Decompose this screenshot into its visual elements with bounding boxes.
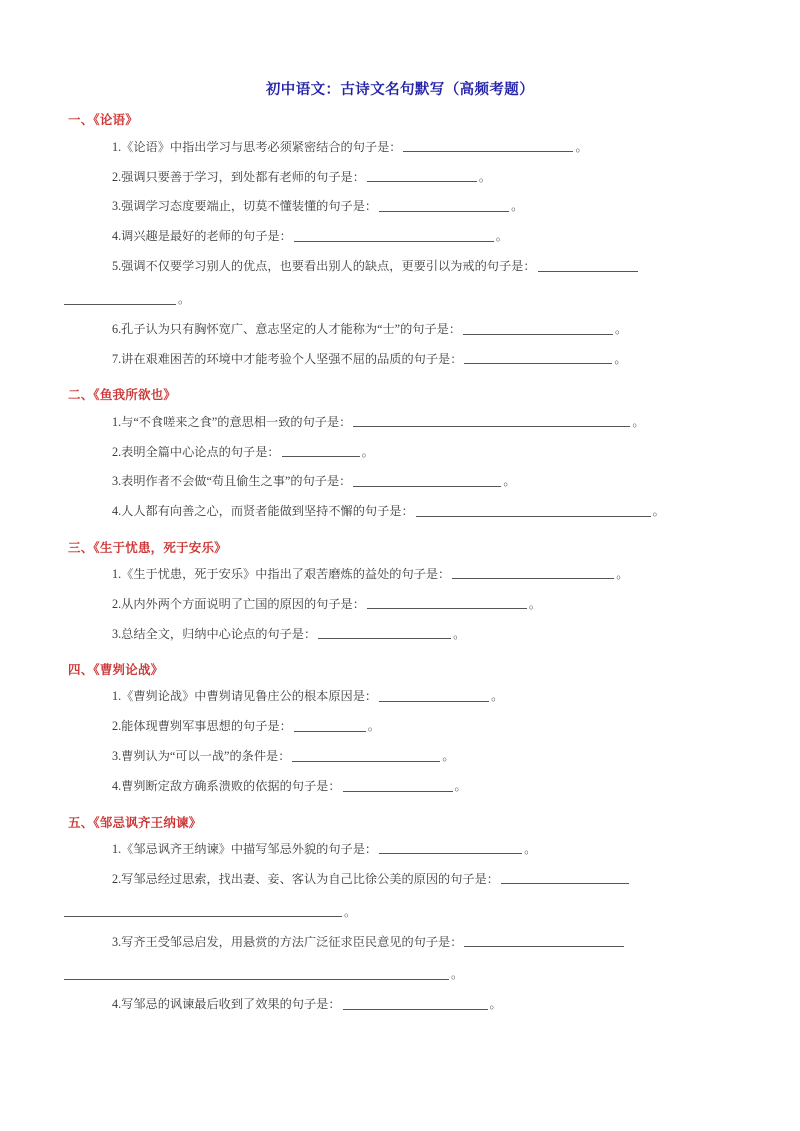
sentence-period: 。 [442, 749, 455, 764]
item-number: 6. [112, 322, 122, 337]
item-text: 《论语》中指出学习与思考必须紧密结合的句子是： [121, 139, 402, 154]
answer-blank[interactable] [538, 260, 638, 272]
sentence-period: 。 [489, 997, 502, 1012]
answer-blank-continuation-line [62, 951, 738, 984]
item-number: 1. [112, 567, 122, 582]
question-item [62, 772, 738, 802]
item-text: 能体现曹刿军事思想的句子是： [121, 719, 292, 734]
question-item [62, 467, 738, 497]
sentence-period: 。 [616, 567, 629, 582]
item-number: 2. [112, 596, 122, 611]
answer-blank[interactable] [452, 567, 614, 579]
item-text: 《生于忧患，死于安乐》中指出了艰苦磨炼的益处的句子是： [121, 567, 451, 582]
answer-blank[interactable] [353, 475, 501, 487]
page-title: 初中语文：古诗文名句默写（高频考题） [265, 82, 535, 98]
sentence-period: 。 [652, 504, 665, 519]
answer-blank-continuation-line [62, 276, 738, 309]
answer-blank[interactable] [282, 445, 360, 457]
question-item [62, 990, 738, 1020]
section-heading: 一、《论语》 [68, 113, 138, 128]
question-item [62, 407, 738, 437]
sentence-period: 。 [503, 474, 516, 489]
answer-blank[interactable] [464, 352, 612, 364]
item-text: 孔子认为只有胸怀宽广、意志坚定的人才能称为“士”的句子是： [121, 322, 462, 337]
section [62, 814, 738, 1020]
answer-blank[interactable] [403, 140, 573, 152]
item-text: 总结全文，归纳中心论点的句子是： [121, 626, 317, 641]
question-item [62, 315, 738, 345]
item-number: 1. [112, 414, 122, 429]
item-number: 3. [112, 474, 122, 489]
item-number: 4. [112, 229, 122, 244]
answer-blank[interactable] [416, 505, 651, 517]
answer-blank[interactable] [367, 170, 477, 182]
item-text: 《邹忌讽齐王纳谏》中描写邹忌外貌的句子是： [121, 841, 378, 856]
answer-blank[interactable] [343, 779, 453, 791]
sentence-period: 。 [614, 351, 627, 366]
item-text: 曹刿断定敌方确系溃败的依据的句子是： [121, 779, 341, 794]
section-heading: 三、《生于忧患，死于安乐》 [68, 540, 227, 555]
sentence-period: 。 [453, 626, 466, 641]
sentence-period: 。 [615, 322, 628, 337]
answer-blank[interactable] [294, 230, 494, 242]
answer-blank[interactable] [464, 935, 624, 947]
answer-blank[interactable] [379, 200, 509, 212]
sentence-period: 。 [178, 292, 191, 307]
answer-blank[interactable] [367, 597, 527, 609]
item-text: 调兴趣是最好的老师的句子是： [121, 229, 292, 244]
question-item [62, 344, 738, 374]
item-text: 写齐王受邹忌启发，用悬赏的方法广泛征求臣民意见的句子是： [121, 934, 463, 949]
item-number: 3. [112, 199, 122, 214]
item-number: 2. [112, 871, 122, 886]
section [62, 661, 738, 801]
item-number: 2. [112, 169, 122, 184]
item-text: 《曹刿论战》中曹刿请见鲁庄公的根本原因是： [121, 689, 378, 704]
answer-blank[interactable] [343, 998, 488, 1010]
question-item [62, 560, 738, 590]
sentence-period: 。 [344, 904, 357, 919]
question-item [62, 864, 738, 927]
sentence-period: 。 [451, 967, 464, 982]
sentence-period: 。 [495, 229, 508, 244]
item-number: 5. [112, 259, 122, 274]
item-text: 写邹忌的讽谏最后收到了效果的句子是： [121, 997, 341, 1012]
question-item [62, 497, 738, 527]
item-text: 强调不仅要学习别人的优点，也要看出别人的缺点，更要引以为戒的句子是： [121, 259, 536, 274]
answer-blank[interactable] [318, 627, 451, 639]
sentence-period: 。 [524, 841, 537, 856]
item-number: 2. [112, 719, 122, 734]
question-item [62, 682, 738, 712]
sentence-period: 。 [575, 139, 588, 154]
answer-blank[interactable] [64, 968, 449, 980]
sentence-period: 。 [454, 779, 467, 794]
item-text: 人人都有向善之心，而贤者能做到坚持不懈的句子是： [121, 504, 414, 519]
question-item [62, 132, 738, 162]
question-item [62, 192, 738, 222]
section [62, 539, 738, 649]
question-item [62, 927, 738, 990]
question-item [62, 589, 738, 619]
answer-blank[interactable] [64, 292, 176, 304]
question-item [62, 712, 738, 742]
answer-blank[interactable] [64, 905, 342, 917]
section [62, 111, 738, 374]
item-number: 3. [112, 626, 122, 641]
item-number: 4. [112, 997, 122, 1012]
item-text: 从内外两个方面说明了亡国的原因的句子是： [121, 596, 365, 611]
section-heading: 五、《邹忌讽齐王纳谏》 [68, 815, 202, 830]
item-number: 4. [112, 779, 122, 794]
item-text: 讲在艰难困苦的环境中才能考验个人坚强不屈的品质的句子是： [121, 351, 463, 366]
item-number: 7. [112, 351, 122, 366]
item-number: 1. [112, 139, 122, 154]
answer-blank[interactable] [501, 872, 629, 884]
question-item [62, 162, 738, 192]
item-number: 1. [112, 689, 122, 704]
answer-blank[interactable] [353, 415, 630, 427]
question-item [62, 437, 738, 467]
item-text: 强调学习态度要端止，切莫不懂装懂的句子是： [121, 199, 378, 214]
item-text: 写邹忌经过思索，找出妻、妾、客认为自己比徐公美的原因的句子是： [121, 871, 499, 886]
item-text: 曹刿认为“可以一战”的条件是： [121, 749, 291, 764]
question-item [62, 252, 738, 315]
answer-blank-continuation-line [62, 889, 738, 922]
sections-container [62, 111, 738, 1019]
answer-blank[interactable] [292, 750, 440, 762]
answer-blank[interactable] [379, 690, 489, 702]
sentence-period: 。 [632, 414, 645, 429]
sentence-period: 。 [361, 444, 374, 459]
answer-blank[interactable] [379, 842, 522, 854]
section-heading: 二、《鱼我所欲也》 [68, 388, 177, 403]
question-item [62, 222, 738, 252]
sentence-period: 。 [478, 169, 492, 184]
sentence-period: 。 [491, 689, 504, 704]
item-text: 强调只要善于学习，到处都有老师的句子是： [121, 169, 365, 184]
question-item [62, 742, 738, 772]
item-number: 3. [112, 749, 122, 764]
answer-blank[interactable] [463, 322, 613, 334]
item-number: 4. [112, 504, 122, 519]
item-number: 3. [112, 934, 122, 949]
item-text: 表明作者不会做“苟且偷生之事”的句子是： [121, 474, 352, 489]
sentence-period: 。 [528, 596, 542, 611]
item-number: 2. [112, 444, 122, 459]
sentence-period: 。 [511, 199, 524, 214]
item-text: 与“不食嗟来之食”的意思相一致的句子是： [121, 414, 352, 429]
section-heading: 四、《曹刿论战》 [68, 663, 164, 678]
section [62, 386, 738, 526]
question-item [62, 834, 738, 864]
answer-blank[interactable] [294, 720, 366, 732]
item-text: 表明全篇中心论点的句子是： [121, 444, 280, 459]
question-item [62, 619, 738, 649]
item-number: 1. [112, 841, 122, 856]
sentence-period: 。 [367, 719, 380, 734]
